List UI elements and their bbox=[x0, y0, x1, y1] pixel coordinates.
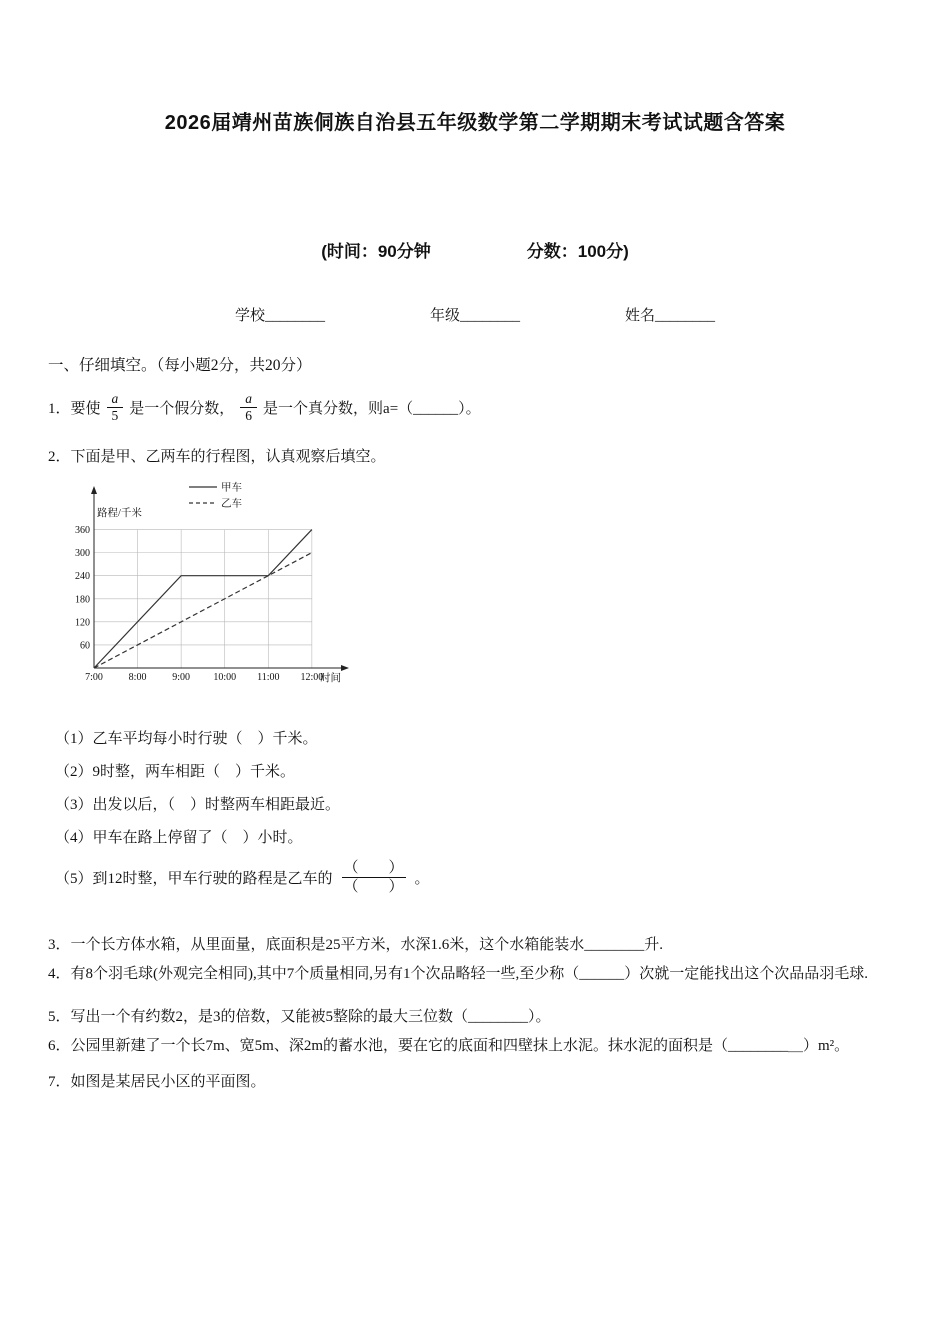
q2-sub5-text: （5）到12时整，甲车行驶的路程是乙车的 bbox=[55, 870, 333, 887]
svg-text:乙车: 乙车 bbox=[221, 498, 242, 510]
trip-chart bbox=[54, 478, 354, 703]
svg-text:60: 60 bbox=[80, 640, 90, 652]
question-4: 4．有8个羽毛球(外观完全相同),其中7个质量相同,另有1个次品略轻一些,至少称（______）次就一定能找出这个次品品羽毛球. bbox=[48, 965, 868, 982]
svg-text:11:00: 11:00 bbox=[257, 671, 280, 683]
q2-sub-item: （2）9时整，两车相距（ ）千米。 bbox=[55, 763, 296, 780]
q1-mid-text: 是一个假分数， bbox=[129, 401, 235, 418]
svg-text:12:00: 12:00 bbox=[300, 671, 324, 683]
fraction-denominator: 5 bbox=[111, 408, 119, 424]
svg-text:10:00: 10:00 bbox=[213, 671, 237, 683]
fraction-numerator: a bbox=[240, 391, 257, 408]
svg-text:甲车: 甲车 bbox=[221, 482, 242, 494]
q2-sub-item: （3）出发以后，（ ）时整两车相距最近。 bbox=[55, 796, 341, 813]
svg-text:7:00: 7:00 bbox=[85, 671, 103, 683]
time-label: (时间：90分钟 bbox=[321, 242, 431, 261]
q2-sub-item: （1）乙车平均每小时行驶（ ）千米。 bbox=[55, 730, 318, 747]
school-field: 学校________ bbox=[234, 308, 325, 324]
trip-chart-svg bbox=[54, 478, 354, 698]
name-field: 姓名________ bbox=[625, 308, 716, 324]
fraction-numerator: （ ） bbox=[343, 859, 404, 876]
fraction-denominator: 6 bbox=[245, 408, 253, 424]
fraction-a-over-5 bbox=[107, 391, 124, 424]
fraction-a-over-6 bbox=[240, 391, 257, 424]
svg-text:360: 360 bbox=[75, 524, 90, 536]
question-7: 7．如图是某居民小区的平面图。 bbox=[48, 1073, 266, 1090]
question-1 bbox=[48, 391, 950, 424]
svg-text:路程/千米: 路程/千米 bbox=[97, 507, 142, 519]
svg-text:120: 120 bbox=[75, 616, 90, 628]
score-label: 分数：100分) bbox=[526, 242, 629, 261]
svg-text:9:00: 9:00 bbox=[172, 671, 191, 683]
fraction-numerator: a bbox=[107, 391, 124, 408]
q2-sub-item: （4）甲车在路上停留了（ ）小时。 bbox=[55, 829, 303, 846]
svg-text:300: 300 bbox=[75, 547, 90, 559]
q2-sub5-period: 。 bbox=[414, 870, 430, 887]
section1-heading: 一、仔细填空。（每小题2分，共20分） bbox=[48, 357, 312, 374]
svg-text:8:00: 8:00 bbox=[128, 671, 147, 683]
question-3: 3．一个长方体水箱，从里面量，底面积是25平方米，水深1.6米，这个水箱能装水________升. bbox=[48, 936, 664, 953]
svg-text:240: 240 bbox=[75, 570, 90, 582]
q1-post-text: 是一个真分数，则a=（______）。 bbox=[263, 401, 481, 418]
doc-title: 2026届靖州苗族侗族自治县五年级数学第二学期期末考试试题含答案 bbox=[164, 112, 786, 134]
info-fields bbox=[0, 304, 950, 325]
q1-number: 1． bbox=[48, 401, 71, 418]
answer-fraction-blanks bbox=[339, 859, 409, 896]
fraction-denominator: （ ） bbox=[343, 878, 404, 895]
question-2: 2．下面是甲、乙两车的行程图，认真观察后填空。 bbox=[48, 449, 386, 466]
svg-text:180: 180 bbox=[75, 593, 90, 605]
q1-pre-text: 要使 bbox=[70, 401, 101, 418]
svg-text:时间: 时间 bbox=[320, 672, 341, 684]
question-5: 5．写出一个有约数2，是3的倍数，又能被5整除的最大三位数（________）。 bbox=[48, 1009, 551, 1026]
time-score-line bbox=[0, 237, 950, 262]
question-6: 6．公园里新建了一个长7m、宽5m、深2m的蓄水池，要在它的底面和四壁抹上水泥。抹水泥的面积是（________＿）m²。 bbox=[48, 1038, 850, 1055]
grade-field: 年级________ bbox=[429, 308, 520, 324]
q2-sub-item-5 bbox=[55, 859, 950, 896]
